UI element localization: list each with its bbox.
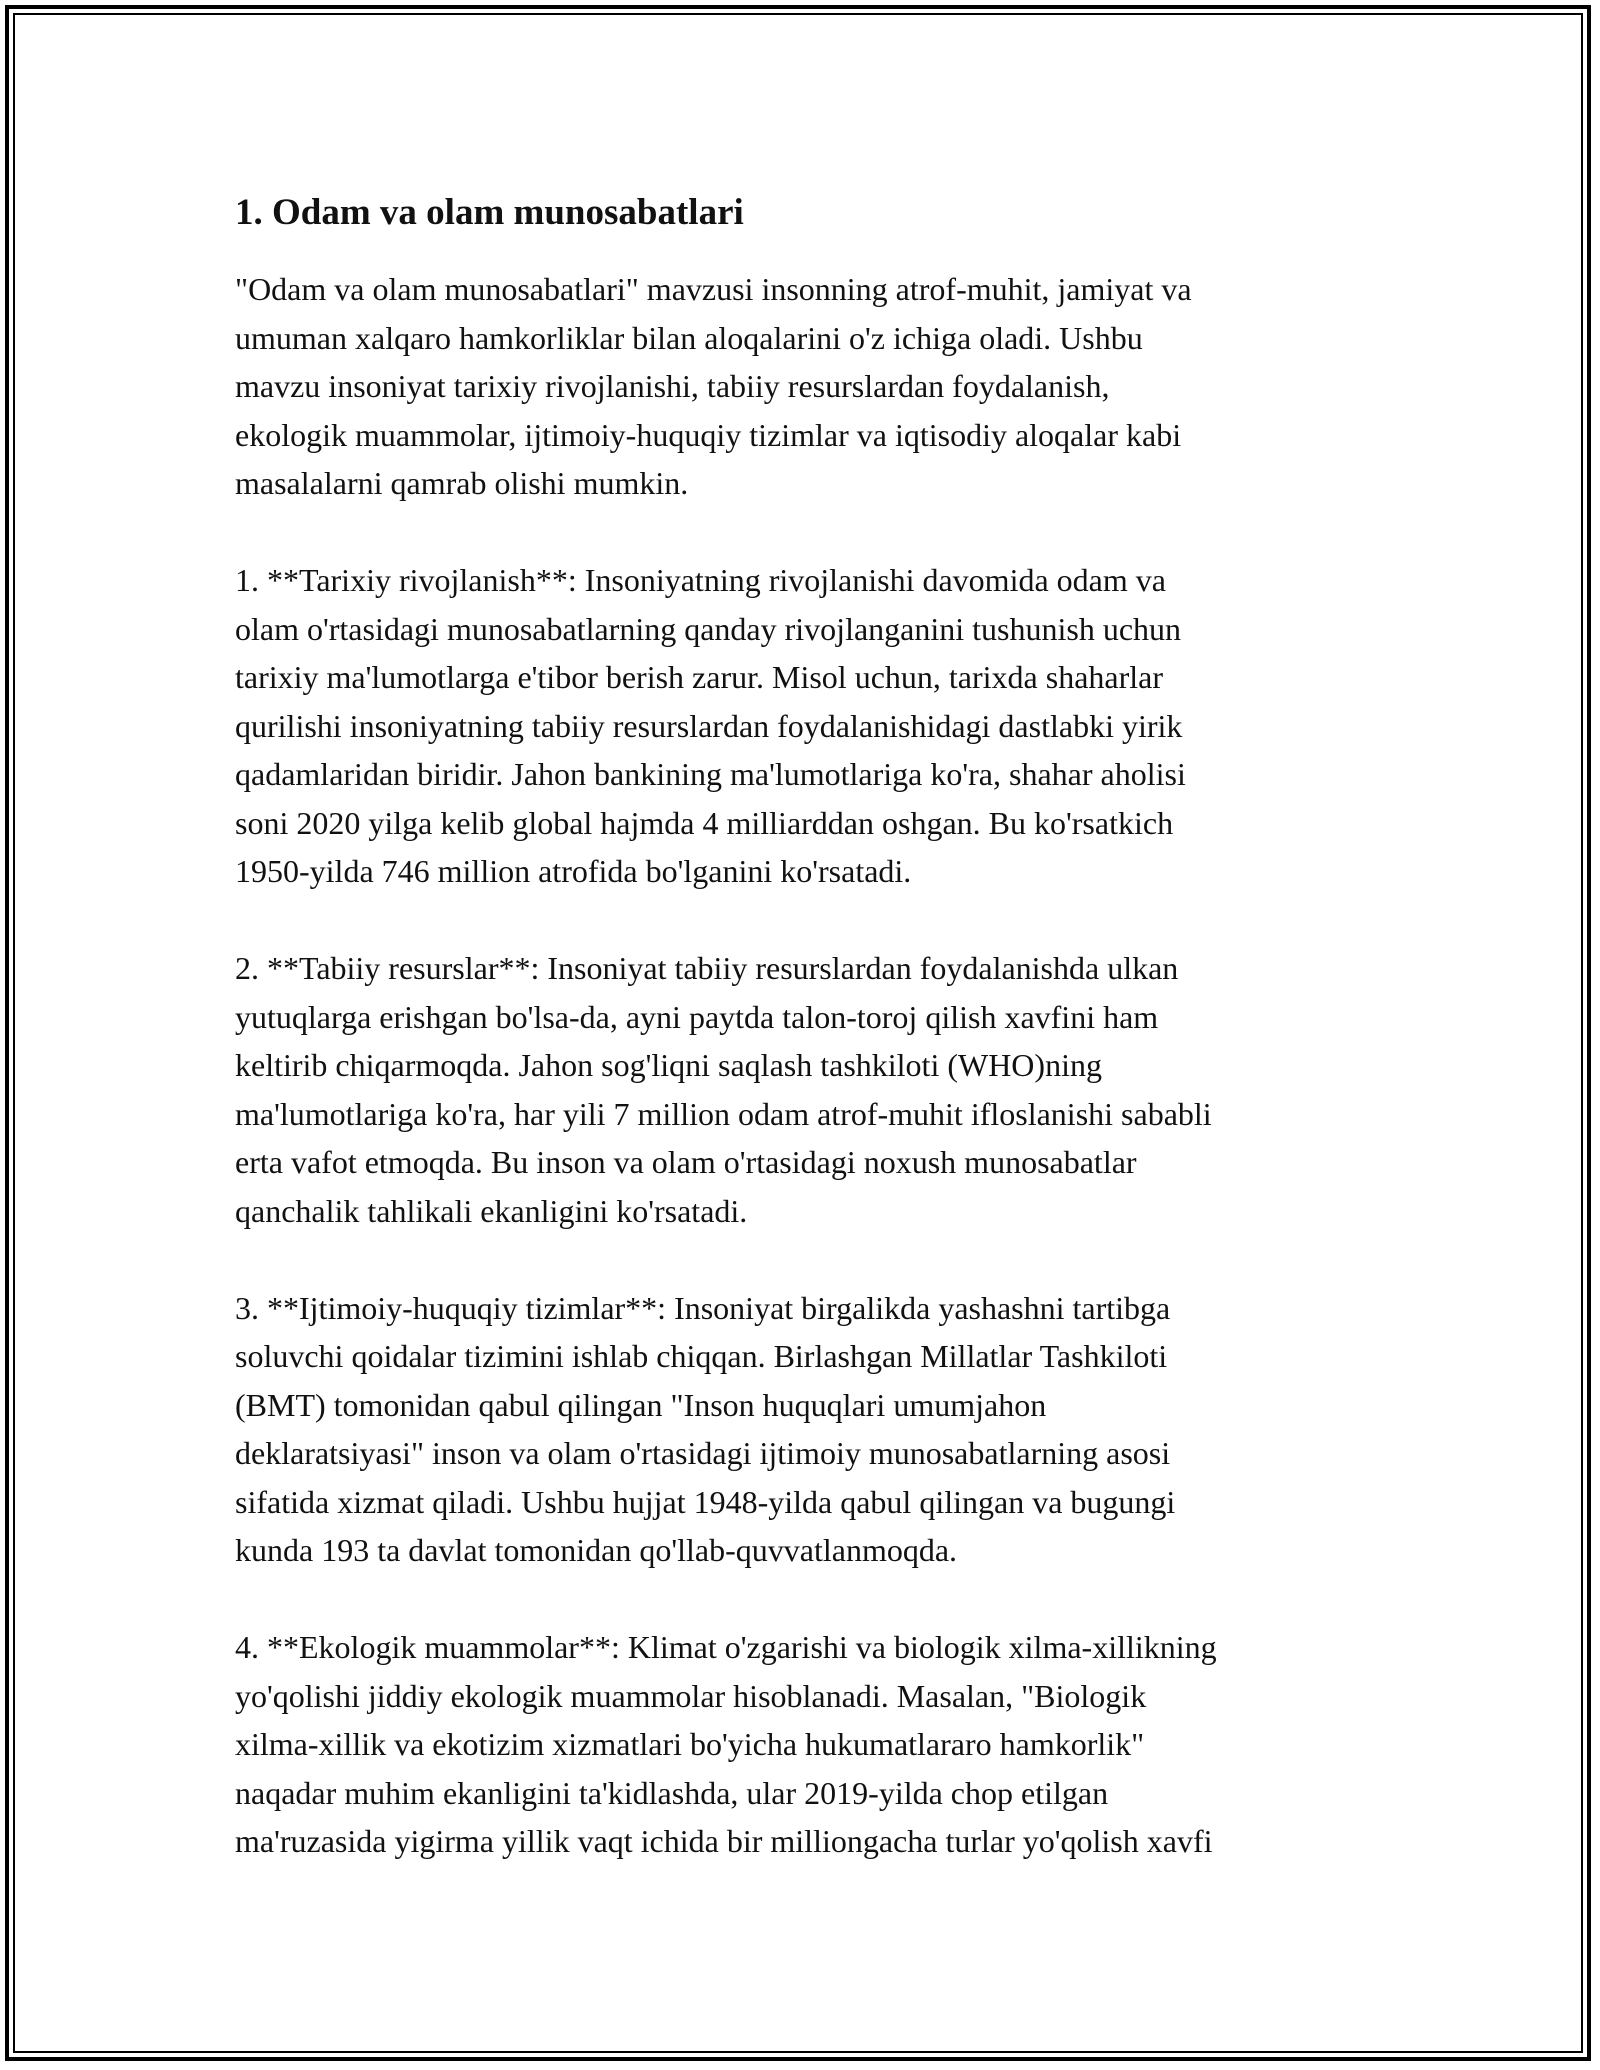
- paragraph-ijtimoiy-huquqiy-tizimlar: 3. **Ijtimoiy-huquqiy tizimlar**: Insoniyat birgalikda yashashni tartibga soluvchi qoidalar tizimini ishlab chiqqan. Birlashgan Millatlar Tashkiloti (BMT) tomonidan qabul qilingan "Inson huquqlari umumjahon deklaratsiyasi" inson va olam o'rtasidagi ijtimoiy munosabatlarning asosi sifatida xizmat qiladi. Ushbu hujjat 1948-yilda qabul qilingan va bugungi kunda 193 ta davlat tomonidan qo'llab-quvvatlanmoqda.: [235, 1289, 1176, 1568]
- page-title: 1. Odam va olam munosabatlari: [235, 192, 744, 233]
- document-body: [235, 187, 1370, 1914]
- intro-paragraph: "Odam va olam munosabatlari" mavzusi insonning atrof-muhit, jamiyat va umuman xalqaro hamkorliklar bilan aloqalarini o'z ichiga oladi. Ushbu mavzu insoniyat tarixiy rivojlanishi, tabiiy resurslardan foydalanish, ekologik muammolar, ijtimoiy-huquqiy tizimlar va iqtisodiy aloqalar kabi masalalarni qamrab olishi mumkin.: [235, 271, 1192, 501]
- paragraph-tarixiy-rivojlanish: 1. **Tarixiy rivojlanish**: Insoniyatning rivojlanishi davomida odam va olam o'rtasidagi munosabatlarning qanday rivojlanganini tushunish uchun tarixiy ma'lumotlarga e'tibor berish zarur. Misol uchun, tarixda shaharlar qurilishi insoniyatning tabiiy resurslardan foydalanishidagi dastlabki yirik qadamlaridan biridir. Jahon bankining ma'lumotlariga ko'ra, shahar aholisi soni 2020 yilga kelib global hajmda 4 milliarddan oshgan. Bu ko'rsatkich 1950-yilda 746 million atrofida bo'lganini ko'rsatadi.: [235, 562, 1186, 889]
- paragraph-tabiiy-resurslar: 2. **Tabiiy resurslar**: Insoniyat tabiiy resurslardan foydalanishda ulkan yutuqlarga erishgan bo'lsa-da, ayni paytda talon-toroj qilish xavfini ham keltirib chiqarmoqda. Jahon sog'liqni saqlash tashkiloti (WHO)ning ma'lumotlariga ko'ra, har yili 7 million odam atrof-muhit ifloslanishi sababli erta vafot etmoqda. Bu inson va olam o'rtasidagi noxush munosabatlar qanchalik tahlikali ekanligini ko'rsatadi.: [235, 950, 1212, 1229]
- paragraph-ekologik-muammolar: 4. **Ekologik muammolar**: Klimat o'zgarishi va biologik xilma-xillikning yo'qolishi jiddiy ekologik muammolar hisoblanadi. Masalan, "Biologik xilma-xillik va ekotizim xizmatlari bo'yicha hukumatlararo hamkorlik" naqadar muhim ekanligini ta'kidlashda, ular 2019-yilda chop etilgan ma'ruzasida yigirma yillik vaqt ichida bir milliongacha turlar yo'qolish xavfi: [235, 1629, 1217, 1859]
